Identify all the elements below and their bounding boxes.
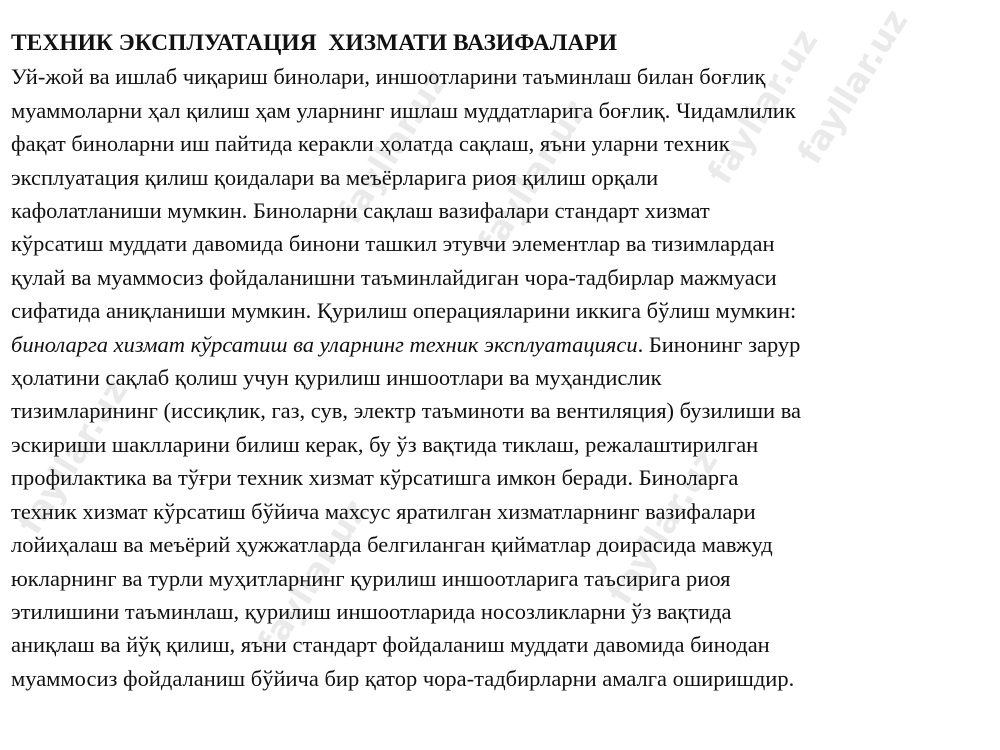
paragraph-line: эксплуатация қилиш қоидалари ва меъёрларига риоя қилиш орқали	[11, 164, 659, 190]
paragraph-line: эскириши шаклларини билиш керак, бу ўз вақтида тиклаш, режалаштирилган	[11, 431, 759, 457]
paragraph-line: Уй-жой ва ишлаб чиқариш бинолари, иншоотларини таъминлаш билан боғлиқ	[11, 64, 766, 90]
paragraph-line: фақат биноларни иш пайтида керакли ҳолатда сақлаш, яъни уларни техник	[11, 131, 730, 157]
paragraph-line: тизимларининг (иссиқлик, газ, сув, электр таъминоти ва вентиляция) бузилиши ва	[11, 398, 802, 424]
document-page	[11, 27, 993, 695]
paragraph-line: аниқлаш ва йўқ қилиш, яъни стандарт фойдаланиш муддати давомида бинодан	[11, 632, 770, 658]
paragraph-line: техник хизмат кўрсатиш бўйича махсус яратилган хизматларнинг вазифалари	[11, 498, 756, 524]
paragraph-line: юкларнинг ва турли муҳитларнинг қурилиш иншоотларига таъсирига риоя	[11, 565, 731, 591]
paragraph-line: кўрсатиш муддати давомида бинони ташкил этувчи элементлар ва тизимлардан	[11, 231, 775, 257]
watermark: fayllar.uz	[600, 442, 727, 612]
watermark: fayllar.uz	[330, 62, 457, 232]
watermark: fayllar.uz	[790, 2, 917, 172]
document-title: ТЕХНИК ЭКСПЛУАТАЦИЯ ХИЗМАТИ ВАЗИФАЛАРИ	[11, 30, 617, 56]
paragraph-line: сифатида аниқланиши мумкин. Қурилиш операцияларини иккига бўлиш мумкин:	[11, 298, 797, 324]
watermark: fayllar.uz	[700, 22, 827, 192]
paragraph-line: қулай ва муаммосиз фойдаланишни таъминлайдиган чора-тадбирлар мажмуаси	[11, 264, 777, 290]
watermark: fayllar.uz	[10, 372, 137, 542]
paragraph-text: . Бинонинг зарур	[637, 331, 801, 357]
watermark: fayllar.uz	[250, 492, 377, 662]
watermark: fayllar.uz	[470, 92, 597, 262]
paragraph-line: профилактика ва тўғри техник хизмат кўрсатишга имкон беради. Биноларга	[11, 465, 739, 491]
italic-phrase: биноларга хизмат кўрсатиш ва уларнинг техник эксплуатацияси	[11, 331, 638, 357]
paragraph-line: лойиҳалаш ва меъёрий ҳужжатларда белгиланган қийматлар доирасида мавжуд	[11, 532, 773, 558]
paragraph-line: муаммосиз фойдаланиш бўйича бир қатор чора-тадбирларни амалга оширишдир.	[11, 665, 795, 691]
paragraph-line: ҳолатини сақлаб қолиш учун қурилиш иншоотлари ва муҳандислик	[11, 365, 662, 391]
paragraph-line-mixed	[11, 328, 993, 361]
paragraph-line: муаммоларни ҳал қилиш ҳам уларнинг ишлаш муддатларига боғлиқ. Чидамлилик	[11, 97, 796, 123]
paragraph-line: кафолатланиши мумкин. Биноларни сақлаш вазифалари стандарт хизмат	[11, 198, 710, 224]
paragraph-line: этилишини таъминлаш, қурилиш иншоотларида носозликларни ўз вақтида	[11, 598, 732, 624]
